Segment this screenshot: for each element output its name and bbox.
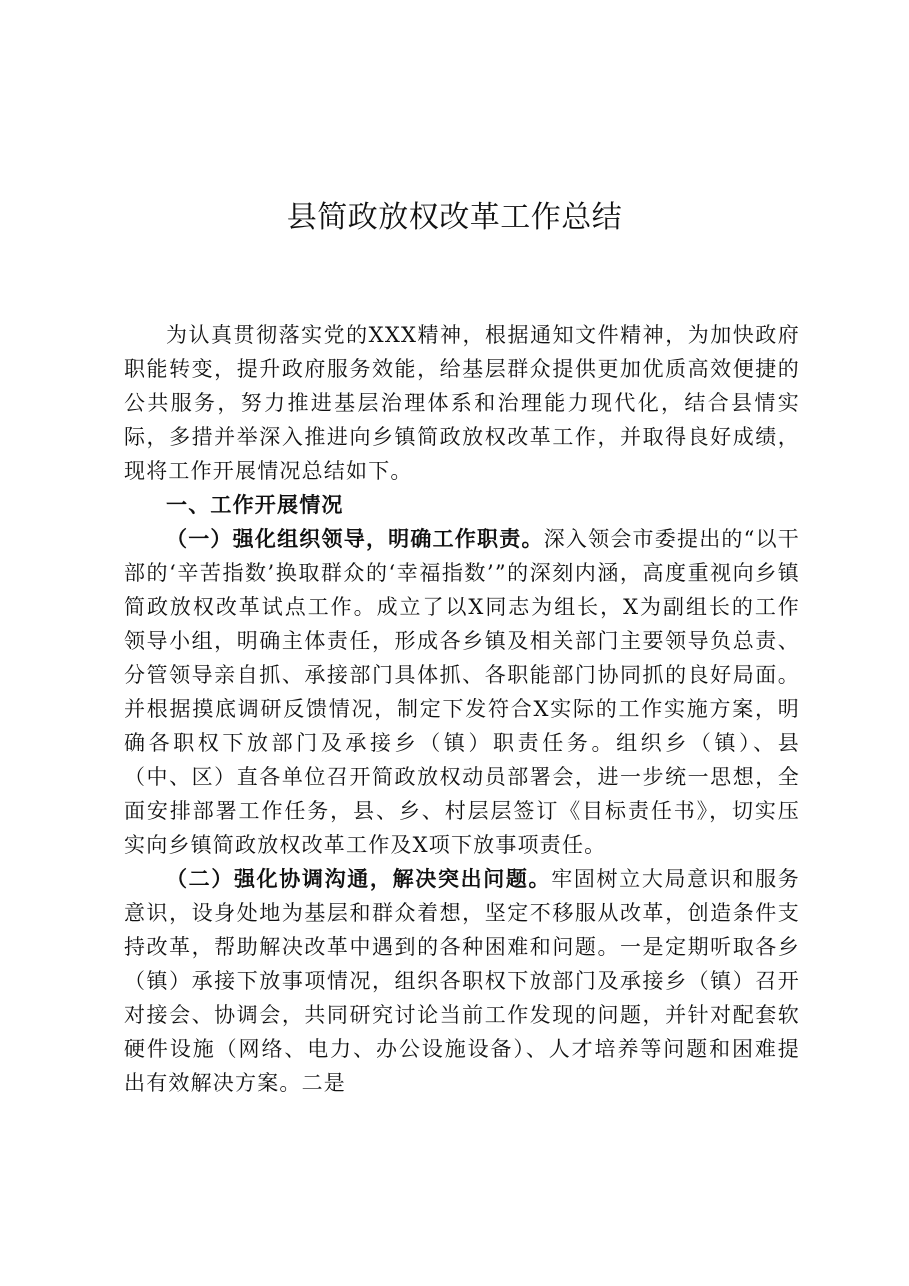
section-heading: 一、工作开展情况 [166,493,344,517]
paragraph-item-2 [124,862,800,1100]
paragraph-item-1 [124,522,800,862]
document-title: 县简政放权改革工作总结 [286,200,623,235]
paragraph-lead: （二）强化协调沟通，解决突出问题。 [166,866,552,891]
document-body [124,318,800,1100]
paragraph-text: 牢固树立大局意识和服务意识，设身处地为基层和群众着想，坚定不移服从改革，创造条件支持改革，帮助解决改革中遇到的各种困难和问题。一是定期听取各乡（镇）承接下放事项情况，组织各职权下放部门及承接乡（镇）召开对接会、协调会，共同研究讨论当前工作发现的问题，并针对配套软硬件设施（网络、电力、办公设施设备）、人才培养等问题和困难提出有效解决方案。二是 [124,867,800,1095]
paragraph-lead: （一）强化组织领导，明确工作职责。 [166,526,544,551]
intro-paragraph: 为认真贯彻落实党的XXX精神，根据通知文件精神，为加快政府职能转变，提升政府服务效能，给基层群众提供更加优质高效便捷的公共服务，努力推进基层治理体系和治理能力现代化，结合县情实际，多措并举深入推进向乡镇简政放权改革工作，并取得良好成绩，现将工作开展情况总结如下。 [124,323,800,483]
paragraph-text: 深入领会市委提出的“以干部的‘辛苦指数’换取群众的‘幸福指数’”的深刻内涵，高度重视向乡镇简政放权改革试点工作。成立了以X同志为组长，X为副组长的工作领导小组，明确主体责任，形成各乡镇及相关部门主要领导负总责、分管领导亲自抓、承接部门具体抓、各职能部门协同抓的良好局面。并根据摸底调研反馈情况，制定下发符合X实际的工作实施方案，明确各职权下放部门及承接乡（镇）职责任务。组织乡（镇）、县（中、区）直各单位召开简政放权动员部署会，进一步统一思想，全面安排部署工作任务，县、乡、村层层签订《目标责任书》，切实压实向乡镇简政放权改革工作及X项下放事项责任。 [124,527,801,857]
